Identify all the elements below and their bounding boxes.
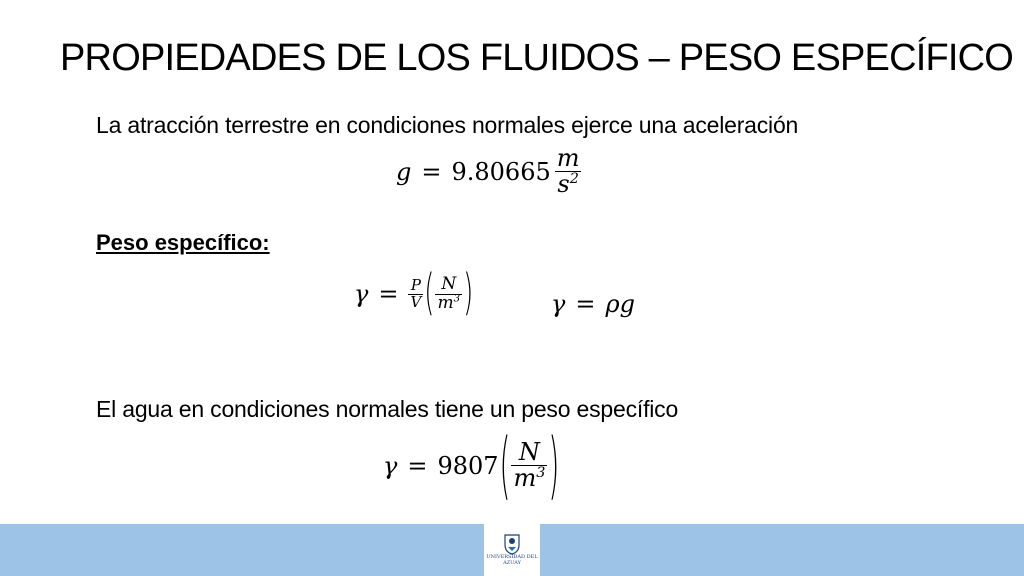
unit-fraction <box>435 276 462 313</box>
gravity-formula <box>396 146 582 197</box>
gamma-symbol: γ <box>354 280 369 309</box>
equals-sign: = <box>378 280 399 309</box>
water-specific-weight-formula <box>383 422 560 509</box>
unit-parentheses <box>423 265 474 323</box>
university-emblem-icon <box>503 533 521 555</box>
open-paren: ( <box>499 422 511 509</box>
unit-numerator: N <box>518 438 540 466</box>
open-paren: ( <box>424 265 435 323</box>
volume-symbol: V <box>410 292 422 311</box>
water-value: 9807 <box>437 451 499 480</box>
gamma-symbol: γ <box>551 290 566 318</box>
gravity-unit-fraction <box>555 146 582 197</box>
density-times-gravity: ρg <box>605 290 635 318</box>
unit-denominator: $m^3$ <box>513 464 546 493</box>
gravity-unit-numerator: m <box>556 144 580 172</box>
section-heading: Peso específico: <box>96 230 270 255</box>
equals-sign: = <box>421 157 442 186</box>
gravity-unit-denominator: $s^2$ <box>557 170 579 199</box>
gravity-value: 9.80665 <box>451 157 551 186</box>
weight-symbol: P <box>410 276 421 295</box>
equals-sign: = <box>407 451 428 480</box>
slide-title: PROPIEDADES DE LOS FLUIDOS – PESO ESPECÍFICO <box>60 37 1014 79</box>
weight-over-volume-fraction <box>408 278 423 311</box>
intro-text: La atracción terrestre en condiciones normales ejerce una aceleración <box>96 112 799 138</box>
gamma-symbol: γ <box>383 451 398 480</box>
unit-denominator: $m^3$ <box>437 292 461 313</box>
close-paren: ) <box>548 422 560 509</box>
university-logo <box>484 524 540 576</box>
unit-parentheses <box>499 422 561 509</box>
gravity-symbol: g <box>396 157 412 186</box>
water-text: El agua en condiciones normales tiene un peso específico <box>96 396 679 422</box>
unit-fraction <box>511 440 547 491</box>
logo-text: UNIVERSIDAD DEL AZUAY <box>486 554 538 566</box>
unit-numerator: N <box>441 274 457 294</box>
equals-sign: = <box>575 290 596 318</box>
close-paren: ) <box>463 265 474 323</box>
specific-weight-alt-formula <box>551 290 635 318</box>
specific-weight-formula <box>354 265 474 323</box>
